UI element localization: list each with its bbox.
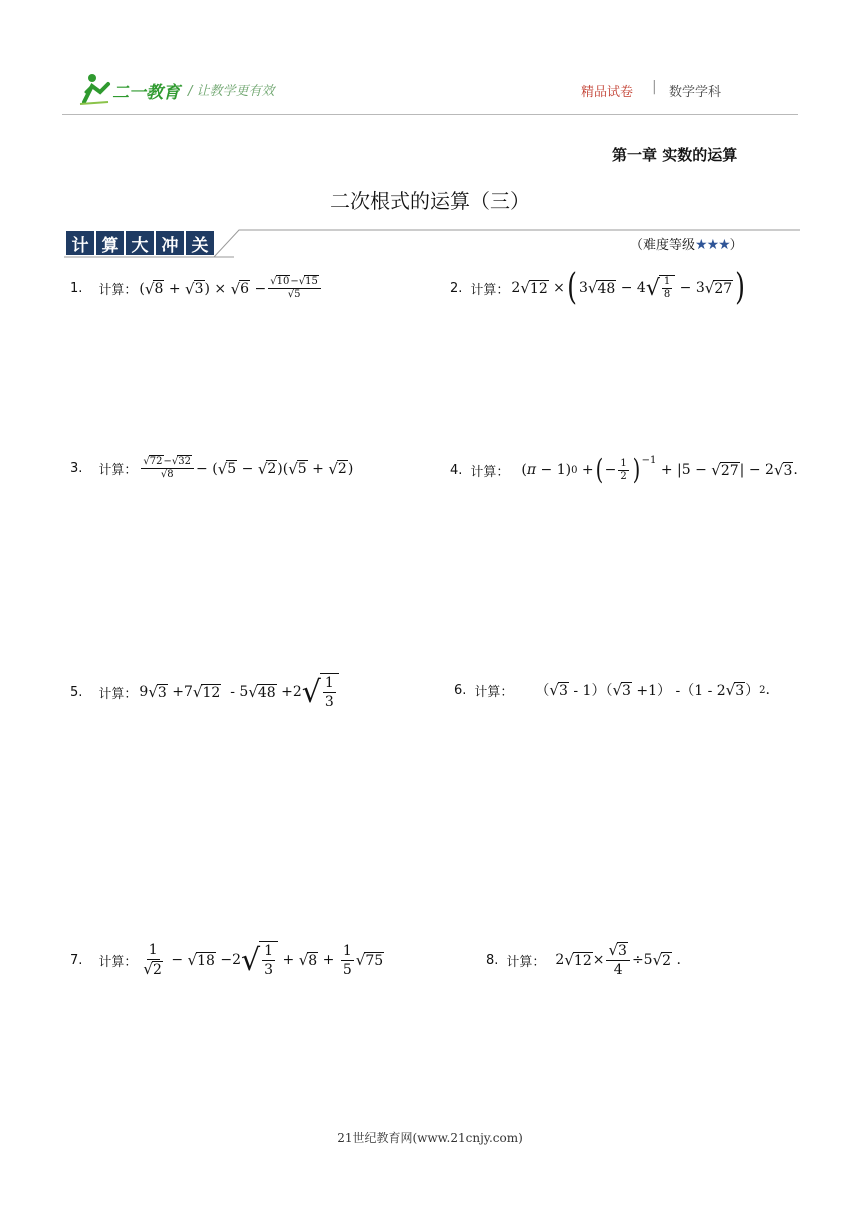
problem-7 <box>70 941 384 979</box>
problem-expression: 2 √ 12 × $\frac{√3}{4}$ ÷5 √ 2 . <box>555 941 681 978</box>
problem-expression: $\frac{√72-√32}{√8}$ − ( √ 5 − √ 2 )( √ 5 + √ 2 ) <box>143 456 354 480</box>
section-banner <box>66 231 214 255</box>
problem-expression: $\frac{1}{√2}$ − √ 18 −2 √ $\frac{1}{3}$ + √ 8 + $\frac{1}{5}$ √ 75 <box>143 942 384 978</box>
problem-expression: （ √ 3 - 1）（ √ 3 +1） -（1 - 2 √ 3 ） 2 . <box>535 681 770 699</box>
problem-expression: ( π − 1) 0 + ( − $\frac{1}{2}$ ) $^{-1}$ + |5 − √ 27 | − 2 √ 3 . <box>521 453 798 486</box>
logo-text: 二一教育 <box>112 83 180 103</box>
star-rating-icon: ★★★ <box>695 237 730 253</box>
problem-label: 计算： <box>470 464 510 480</box>
difficulty-close: ） <box>729 238 743 253</box>
difficulty-label: （难度等级 <box>630 238 696 253</box>
problem-label: 计算： <box>98 686 138 702</box>
problem-number: 4. <box>450 462 463 478</box>
problem-3 <box>70 456 353 481</box>
slogan: / 让教学更有效 <box>188 84 275 99</box>
banner-char: 算 <box>96 231 124 255</box>
header-divider <box>62 114 798 115</box>
chapter-heading: 第一章 实数的运算 <box>612 146 738 164</box>
problem-4 <box>450 452 798 488</box>
problem-expression: 9 √ 3 +7 √ 12 - 5 √ 48 +2 √ $\frac{1}{3}$ <box>139 673 338 711</box>
problem-number: 7. <box>70 952 83 968</box>
problem-number: 5. <box>70 684 83 700</box>
problem-label: 计算： <box>506 954 546 970</box>
problem-number: 6. <box>454 682 467 698</box>
problem-expression: ( √ 8 + √ 3 ) × √ 6 − $\frac{√10-√15}{√5}$ <box>139 276 322 301</box>
problem-expression: 2 √ 12 × ( 3 √ 48 − 4 √ $\frac{1}{8}$ − 3 √ 27 ) <box>511 267 746 308</box>
brand-label: 精品试卷 <box>581 85 634 100</box>
difficulty-rating <box>630 234 743 253</box>
problem-number: 2. <box>450 280 463 296</box>
problem-8 <box>486 941 681 979</box>
problem-number: 8. <box>486 952 499 968</box>
problem-label: 计算： <box>470 282 510 298</box>
problem-label: 计算： <box>98 463 138 478</box>
problem-label: 计算： <box>98 283 138 298</box>
problem-number: 3. <box>70 461 83 476</box>
problem-label: 计算： <box>474 684 514 700</box>
problem-5 <box>70 673 339 711</box>
brand-separator: | <box>652 79 657 95</box>
subject-label: 数学学科 <box>669 85 722 100</box>
banner-char: 关 <box>186 231 214 255</box>
footer-source: 21世纪教育网(www.21cnjy.com) <box>337 1131 523 1145</box>
page-title: 二次根式的运算（三） <box>330 189 530 213</box>
problem-2 <box>450 267 747 308</box>
banner-char: 大 <box>126 231 154 255</box>
problem-6 <box>454 680 770 700</box>
problem-label: 计算： <box>98 954 138 970</box>
problem-number: 1. <box>70 281 83 296</box>
banner-char: 计 <box>66 231 94 255</box>
problem-1 <box>70 276 323 301</box>
banner-char: 冲 <box>156 231 184 255</box>
